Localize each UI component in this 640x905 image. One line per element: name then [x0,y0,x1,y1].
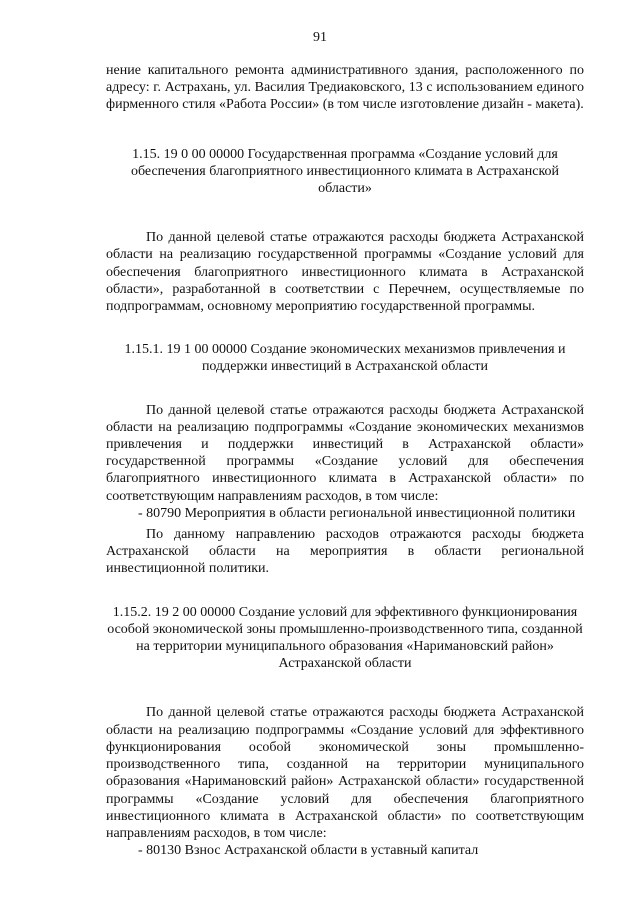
paragraph-80790-description: По данному направлению расходов отражаются расходы бюджета Астраханской области на мероприятия в области региональной инвестиционной политики. [106,527,584,577]
page-number: 91 [313,30,327,45]
list-item-80790: - 80790 Мероприятия в области региональной инвестиционной политики [138,505,576,521]
section-heading-1-15-1: 1.15.1. 19 1 00 00000 Создание экономических механизмов привлечения и поддержки инвестиций в Астраханской области [124,342,566,375]
section-heading-1-15-2: 1.15.2. 19 2 00 00000 Создание условий для эффективного функционирования особой экономической зоны промышленно-производственного типа, созданной на территории муниципального образования «Наримановский район» Астраханской области [107,604,583,672]
document-body [106,62,584,859]
section-heading-1-15: 1.15. 19 0 00 00000 Государственная программа «Создание условий для обеспечения благоприятного инвестиционного климата в Астраханской области» [130,146,560,197]
paragraph-continuation: нение капитального ремонта административного здания, расположенного по адресу: г. Астрахань, ул. Василия Тредиаковского, 13 с использованием единого фирменного стиля «Работа России» (в том числе изготовление дизайн - макета). [106,63,584,113]
list-item-80130: - 80130 Взнос Астраханской области в уставный капитал [138,843,479,859]
paragraph-subprogram-2-description: По данной целевой статье отражаются расходы бюджета Астраханской области на реализацию подпрограммы «Создание условий для эффективного функционирования особой экономической зоны промышленно-производственного типа, созданной на территории муниципального образования «Наримановский район» Астраханской области» государственной программы «Создание условий для обеспечения благоприятного инвестиционного климата в Астраханской области» по соответствующим направлениям расходов, в том числе: [106,705,584,841]
paragraph-subprogram-1-description: По данной целевой статье отражаются расходы бюджета Астраханской области на реализацию подпрограммы «Создание экономических механизмов привлечения и поддержки инвестиций в Астраханской области» государственной программы «Создание условий для обеспечения благоприятного инвестиционного климата в Астраханской области» по соответствующим направлениям расходов, в том числе: [106,402,584,504]
paragraph-program-description: По данной целевой статье отражаются расходы бюджета Астраханской области на реализацию государственной программы «Создание условий для обеспечения благоприятного инвестиционного климата в Астраханской области», разработанной в соответствии с Перечнем, осуществляемые по подпрограммам, основному мероприятию государственной программы. [106,230,584,315]
